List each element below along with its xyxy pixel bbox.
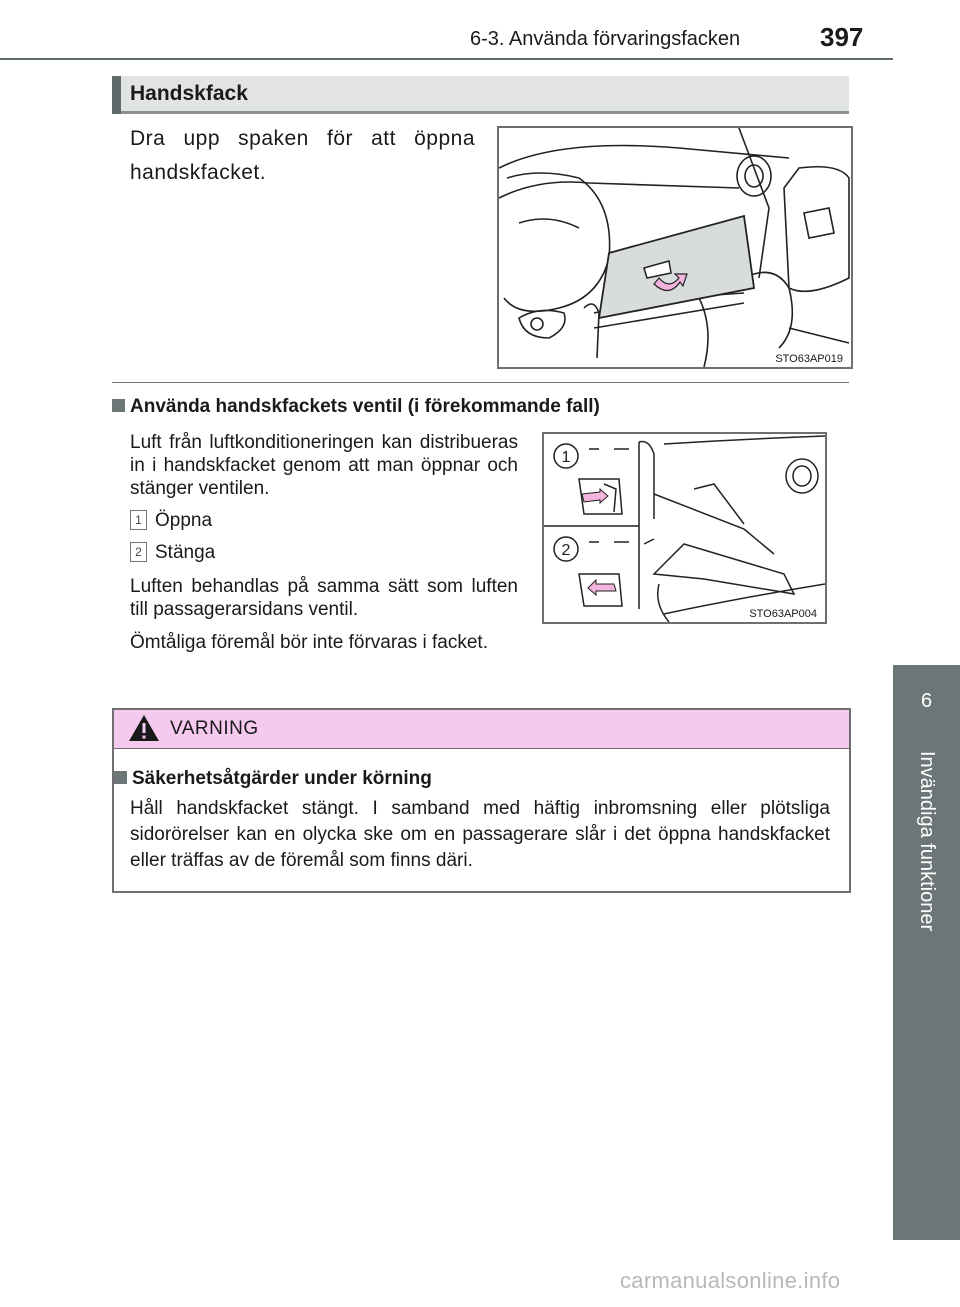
figure-code: STO63AP019 [775,353,843,365]
square-bullet-icon [114,771,127,784]
watermark: carmanualsonline.info [620,1268,841,1293]
warning-triangle-icon [127,713,161,743]
list-item-open [130,510,212,532]
list-item-label: Öppna [155,510,213,531]
square-bullet-icon [112,399,125,412]
vent-illustration [544,434,825,622]
section-title-marker [112,76,121,114]
section-title: Handskfack [130,82,248,105]
page-number: 397 [820,22,864,52]
glovebox-figure [497,126,853,369]
subsection-heading-text: Använda handskfackets ventil (i förekommande fall) [130,396,600,417]
callout-2: 2 [561,542,571,559]
subsection-heading [112,396,600,418]
header-rule [0,58,893,60]
number-badge: 1 [130,510,147,530]
fragile-paragraph: Ömtåliga föremål bör inte förvaras i facket. [130,632,488,653]
list-item-close [130,542,215,564]
air-paragraph: Luften behandlas på samma sätt som luften till passagerarsidans ventil. [130,576,518,620]
warning-subheading [114,768,432,790]
warning-text: Håll handskfacket stängt. I samband med häftig inbromsning eller plötsliga sidorörelser kan en olycka ske om en passagerare slår i det öppna handskfacket eller träffas av de föremål som finns däri. [130,798,830,871]
section-separator [112,382,849,383]
intro-paragraph: Dra upp spaken för att öppna handskfacket. [130,127,475,184]
warning-subheading-text: Säkerhetsåtgärder under körning [132,768,432,789]
callout-1: 1 [561,449,571,466]
glovebox-illustration [499,128,851,367]
number-badge: 2 [130,542,147,562]
chapter-label: Invändiga funktioner [916,751,938,932]
header-section-title: 6-3. Använda förvaringsfacken [470,28,741,50]
vent-figure [542,432,827,624]
figure-code: STO63AP004 [749,608,817,620]
vent-paragraph: Luft från luftkonditioneringen kan distribueras in i handskfacket genom att man öppnar och stänger ventilen. [130,432,518,499]
chapter-number: 6 [920,690,933,712]
warning-title: VARNING [170,718,259,739]
list-item-label: Stänga [155,542,216,563]
